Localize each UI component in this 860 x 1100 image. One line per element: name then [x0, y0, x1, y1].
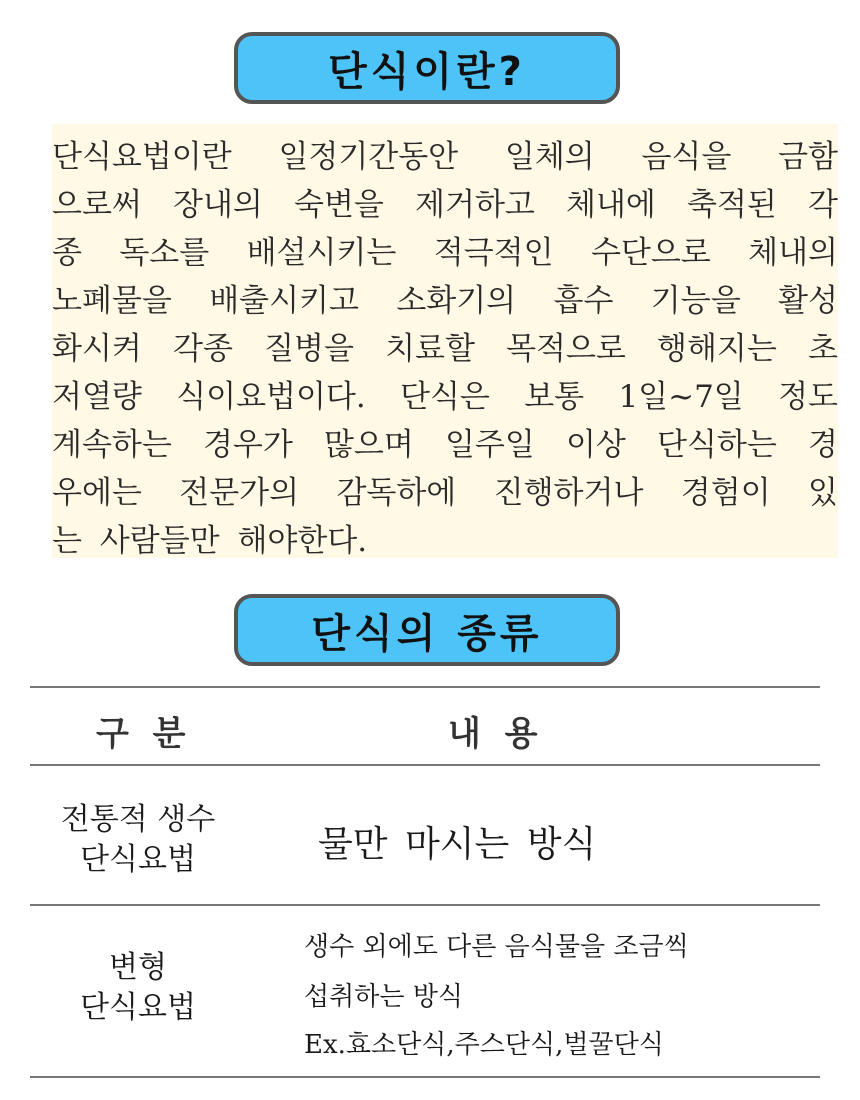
table-row-2-content-line-1: 생수 외에도 다른 음식물을 조금씩 [304, 932, 689, 962]
intro-word: 행해지는 [657, 331, 777, 367]
intro-word: 저열량 [52, 379, 142, 415]
table-header-content: 내 용 [448, 714, 544, 754]
intro-word: 기능을 [650, 283, 741, 319]
intro-line-3 [52, 220, 838, 272]
intro-paragraph [52, 124, 838, 558]
intro-word: 제거하고 [415, 187, 535, 223]
intro-word: 금함 [778, 139, 838, 175]
table-row-2-content-line-2: 섭취하는 방식 [304, 982, 463, 1012]
intro-word: 축적된 [687, 187, 777, 223]
table-header-category: 구 분 [96, 714, 192, 754]
intro-word: 식이요법이다. [176, 379, 366, 415]
category-line: 전통적 생수 [60, 802, 216, 837]
intro-word: 활성 [778, 283, 838, 319]
intro-word: 경 [807, 427, 838, 463]
intro-word: 이상 [565, 427, 626, 463]
intro-word: 목적으로 [506, 331, 626, 367]
section-title-what-is-fasting [234, 32, 620, 104]
intro-word: 적극적인 [433, 235, 554, 271]
intro-word: 일주일 [444, 427, 535, 463]
intro-word: 배출시키고 [209, 283, 359, 319]
category-line: 변형 [109, 950, 167, 985]
intro-word: 있 [808, 475, 838, 511]
intro-word: 각 [808, 187, 838, 223]
intro-word: 일정기간동안 [278, 139, 459, 175]
intro-word: 흡수 [553, 283, 614, 319]
intro-word: 보통 [524, 379, 585, 415]
intro-line-7 [52, 412, 838, 464]
table-top-rule [30, 686, 820, 688]
intro-word: 치료할 [385, 331, 475, 367]
intro-word: 체내에 [566, 187, 656, 223]
intro-word: 초 [807, 331, 838, 367]
intro-line-5 [52, 316, 838, 368]
intro-word: 체내의 [748, 235, 838, 271]
category-line: 단식요법 [80, 990, 196, 1025]
intro-word: 장내의 [173, 187, 263, 223]
intro-line-8 [52, 460, 838, 512]
intro-word: 소화기의 [396, 283, 517, 319]
intro-word: 음식을 [641, 139, 732, 175]
intro-word: 수단으로 [590, 235, 711, 271]
intro-word: 계속하는 [52, 427, 172, 463]
table-bottom-rule [30, 1076, 820, 1078]
table-row-1-content: 물만 마시는 방식 [318, 824, 597, 865]
intro-word: 종 [52, 235, 82, 271]
intro-line-2 [52, 172, 838, 224]
intro-word: 단식은 [400, 379, 490, 415]
section-title-text: 단식이란? [328, 48, 526, 95]
intro-word: 일체의 [504, 139, 595, 175]
intro-word: 정도 [778, 379, 838, 415]
intro-word: 질병을 [264, 331, 354, 367]
intro-word: 각종 [173, 331, 233, 367]
intro-word: 노폐물을 [52, 283, 172, 319]
section-title-fasting-types [234, 594, 620, 666]
intro-word: 단식하는 [657, 427, 777, 463]
intro-line-6 [52, 364, 838, 416]
intro-word: 진행하거나 [493, 475, 644, 511]
intro-word: 배설시키는 [246, 235, 397, 271]
intro-line-9: 는 사람들만 해야한다. [52, 523, 368, 559]
intro-word: 경우가 [202, 427, 293, 463]
section-title-text: 단식의 종류 [311, 610, 543, 657]
intro-word: 단식요법이란 [52, 139, 232, 175]
intro-word: 경험이 [680, 475, 771, 511]
table-row-rule [30, 904, 820, 906]
intro-word: 전문가의 [179, 475, 300, 511]
intro-line-4 [52, 268, 838, 320]
table-row-1-category [40, 800, 236, 880]
intro-word: 독소를 [119, 235, 210, 271]
intro-word: 감독하에 [336, 475, 457, 511]
intro-word: 우에는 [52, 475, 142, 511]
intro-word: 화시켜 [52, 331, 142, 367]
intro-word: 숙변을 [294, 187, 384, 223]
category-line: 단식요법 [80, 842, 196, 877]
intro-word: 많으며 [323, 427, 414, 463]
intro-word: 으로써 [52, 187, 142, 223]
intro-line-1 [52, 124, 838, 176]
intro-word: 1일~7일 [618, 379, 744, 415]
table-row-2-category [40, 948, 236, 1028]
table-header-rule [30, 764, 820, 766]
table-row-2-content-line-3: Ex.효소단식,주스단식,벌꿀단식 [304, 1030, 664, 1060]
